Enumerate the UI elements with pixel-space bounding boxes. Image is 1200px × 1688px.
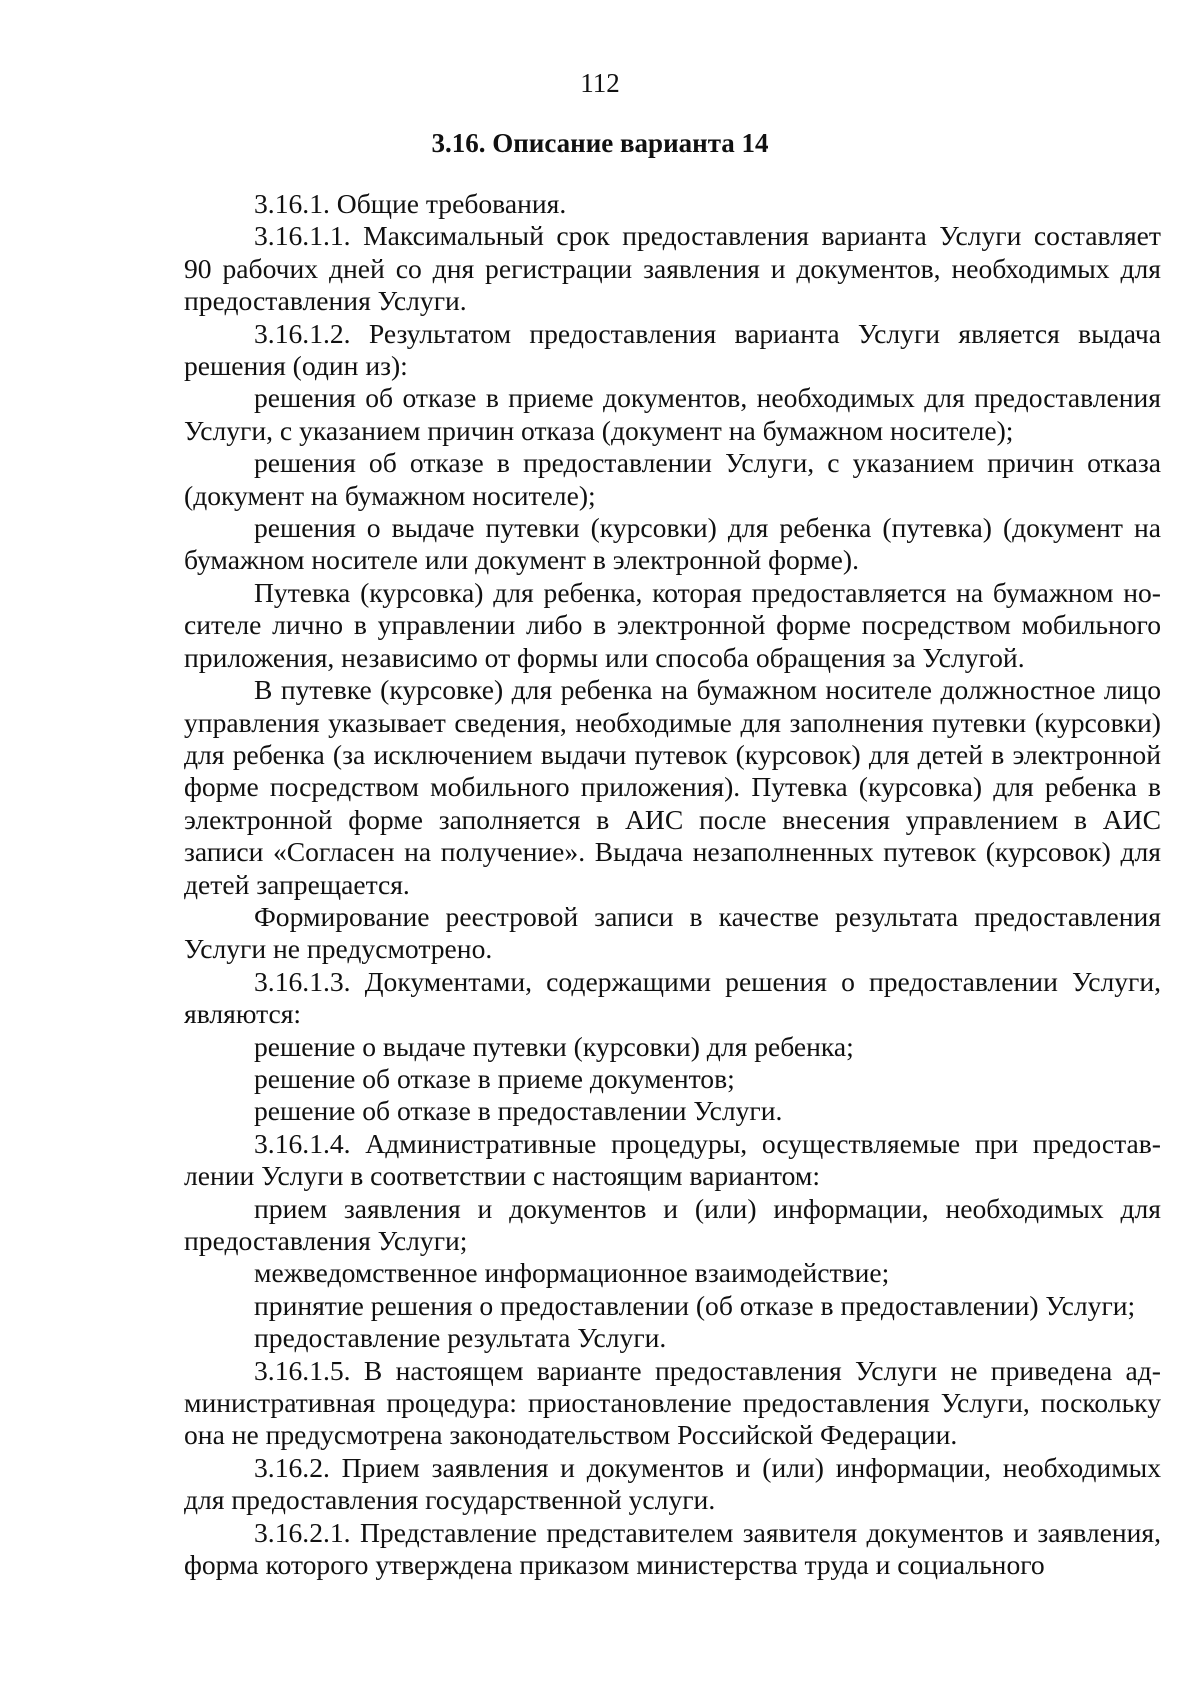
paragraph: решение о выдаче путевки (курсовки) для ребенка;: [254, 1030, 854, 1062]
paragraph: предоставление результата Услуги.: [254, 1322, 667, 1354]
paragraph: 3.16.1.1. Максимальный срок предоставления варианта Услуги составляет 90 рабочих дней со дня регистрации заявления и документов, необходимых для предоставления Услуги.: [184, 220, 1161, 317]
paragraph: межведомственное информационное взаимодействие;: [254, 1257, 890, 1289]
paragraph: В путевке (курсовке) для ребенка на бумажном носителе должностное лицо управления указывает сведения, необходимые для заполнения путевки (курсовки) для ребенка (за исключением выдачи путевок (курсовок) для детей в электронной форме посредством мобильного приложения). Путевка (курсовка) для ребенка в электронной форме заполняется в АИС после внесения управлением в АИС записи «Согласен на получение». Выдача незаполненных путевок (курсовок) для детей запрещается.: [184, 674, 1161, 900]
paragraph: решения о выдаче путевки (курсовки) для ребенка (путевка) (документ на бумажном носителе или документ в электронной форме).: [184, 512, 1161, 576]
paragraph: 3.16.1.3. Документами, содержащими решения о предоставлении Услуги, являются:: [184, 965, 1161, 1030]
paragraph: решения об отказе в приеме документов, необходимых для предоставления Услуги, с указанием причин отказа (документ на бумажном носителе);: [184, 382, 1161, 446]
paragraph: решение об отказе в предоставлении Услуги.: [254, 1095, 783, 1127]
paragraph: принятие решения о предоставлении (об отказе в предоставлении) Услуги;: [254, 1289, 1136, 1321]
paragraph: прием заявления и документов и (или) информации, необходимых для предоставления Услуги;: [184, 1192, 1161, 1256]
paragraph: решения об отказе в предоставлении Услуги, с указанием причин отказа (документ на бумажном носителе);: [184, 447, 1161, 511]
paragraph: 3.16.1.4. Административные процедуры, осуществляемые при предоставлении Услуги в соответствии с настоящим вариантом:: [184, 1127, 1161, 1192]
paragraph: решение об отказе в приеме документов;: [254, 1062, 735, 1094]
paragraph: 3.16.1. Общие требования.: [254, 188, 567, 219]
section-title: 3.16. Описание варианта 14: [431, 128, 769, 158]
paragraph: 3.16.2. Прием заявления и документов и (или) информации, необходимых для предоставления государственной услуги.: [184, 1451, 1161, 1516]
paragraph: 3.16.1.5. В настоящем варианте предоставления Услуги не приведена административная процедура: приостановление предоставления Услуги, поскольку она не предусмотрена законодательством Российской Федерации.: [184, 1354, 1161, 1451]
paragraph: Формирование реестровой записи в качестве результата предоставления Услуги не предусмотрено.: [184, 900, 1161, 965]
document-body: [184, 188, 1161, 1581]
paragraph: 3.16.1.2. Результатом предоставления варианта Услуги является выдача решения (один из):: [184, 317, 1161, 382]
paragraph: 3.16.2.1. Представление представителем заявителя документов и заявления, форма которого утверждена приказом министерства труда и социального: [184, 1516, 1161, 1581]
page-number: 112: [580, 68, 620, 98]
paragraph: Путевка (курсовка) для ребенка, которая предоставляется на бумажном носителе лично в управлении либо в электронной форме посредством мобильного приложения, независимо от формы или способа обращения за Услугой.: [184, 576, 1161, 673]
